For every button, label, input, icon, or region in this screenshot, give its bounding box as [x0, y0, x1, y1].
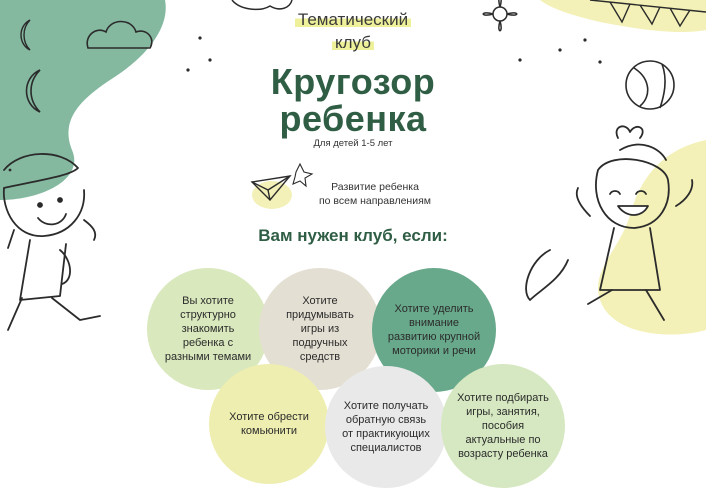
eyebrow-line-2: клуб: [0, 33, 706, 53]
reason-circle-4: [209, 364, 329, 484]
eyebrow-line-1: Тематический: [0, 10, 706, 30]
tagline-line-1: Развитие ребенка: [331, 181, 419, 193]
page-title-line-1: Кругозор: [270, 61, 436, 102]
reason-text: Хотите придумывать игры из подручных средств: [286, 295, 354, 363]
yellow-blob-plane: [252, 181, 292, 209]
reason-text: Хотите подбирать игры, занятия, пособия актуальные по возрасту ребенка: [457, 392, 549, 460]
age-range: Для детей 1-5 лет: [313, 138, 393, 149]
page-title-line-2: ребенка: [279, 98, 427, 139]
tagline: [300, 180, 450, 208]
reason-text: Вы хотите структурно знакомить ребенка с разными темами: [164, 295, 252, 363]
reason-circle-5: [325, 366, 447, 488]
section-heading: Вам нужен клуб, если:: [258, 226, 448, 245]
tagline-line-2: по всем направлениям: [318, 195, 431, 207]
reason-text: Хотите уделить внимание развитию крупной моторики и речи: [387, 303, 481, 357]
girl-with-bow-icon: [526, 126, 692, 320]
reason-text: Хотите обрести комьюнити: [229, 411, 309, 437]
reason-text: Хотите получать обратную связь от практикующих специалистов: [342, 400, 430, 454]
flag-decor-icon: [232, 0, 292, 9]
reason-circle-6: [441, 364, 565, 488]
